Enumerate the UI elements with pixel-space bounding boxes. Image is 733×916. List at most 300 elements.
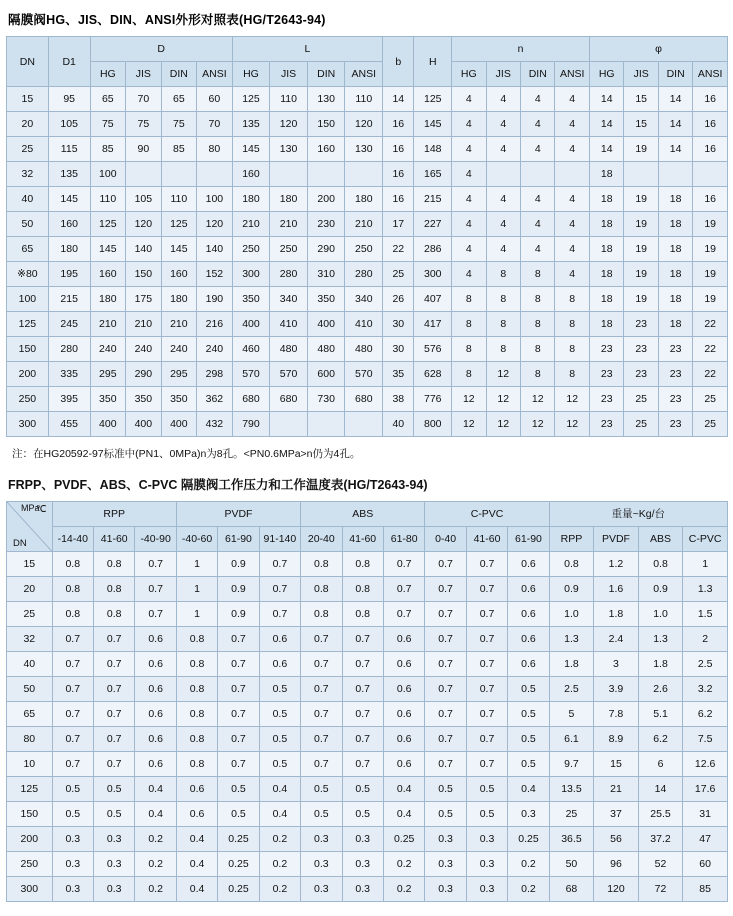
table-cell: 0.7 bbox=[301, 727, 342, 752]
table-cell: 1.3 bbox=[638, 627, 683, 652]
table-cell: 25.5 bbox=[638, 802, 683, 827]
table-cell: 0.7 bbox=[425, 627, 466, 652]
table-cell: 215 bbox=[48, 287, 90, 312]
table-cell: 0.5 bbox=[466, 777, 507, 802]
table-cell: 0.7 bbox=[218, 677, 259, 702]
table-cell: 0.7 bbox=[259, 577, 300, 602]
table-cell: 95 bbox=[48, 87, 90, 112]
table-cell: 210 bbox=[161, 312, 197, 337]
table-cell: 0.3 bbox=[52, 877, 93, 902]
table-cell: 4 bbox=[452, 162, 486, 187]
table-cell: 19 bbox=[624, 262, 658, 287]
row-header-cell: 32 bbox=[7, 162, 49, 187]
table-cell: 250 bbox=[232, 237, 270, 262]
row-header-cell: 125 bbox=[7, 312, 49, 337]
table-cell: 0.7 bbox=[342, 652, 383, 677]
table-cell: 16 bbox=[383, 112, 414, 137]
table-cell: 4 bbox=[555, 112, 590, 137]
table-cell: 4 bbox=[452, 137, 486, 162]
table-row bbox=[7, 237, 728, 262]
table-cell: 47 bbox=[683, 827, 728, 852]
table-cell: 160 bbox=[307, 137, 345, 162]
table-cell: 0.8 bbox=[93, 577, 134, 602]
table-cell: 25 bbox=[693, 412, 728, 437]
table-cell: 340 bbox=[270, 287, 308, 312]
table-cell: 0.6 bbox=[508, 577, 549, 602]
table-cell: 2.5 bbox=[683, 652, 728, 677]
table-cell: 0.5 bbox=[301, 777, 342, 802]
table-cell: 2.5 bbox=[549, 677, 594, 702]
table-cell: 1.3 bbox=[683, 577, 728, 602]
pressure-group-header-row bbox=[7, 502, 728, 527]
table-row bbox=[7, 827, 728, 852]
subheader-cpvc-1: 0-40 bbox=[425, 527, 466, 552]
table-cell: 12 bbox=[486, 362, 520, 387]
table-cell: 0.5 bbox=[508, 677, 549, 702]
table-cell: 4 bbox=[521, 137, 555, 162]
table-cell: 240 bbox=[90, 337, 126, 362]
table-cell: 4 bbox=[555, 237, 590, 262]
header-phi: φ bbox=[589, 37, 727, 62]
table-cell: 0.7 bbox=[466, 727, 507, 752]
table-cell: 135 bbox=[48, 162, 90, 187]
table-cell: 4 bbox=[521, 112, 555, 137]
table-cell: 0.2 bbox=[508, 877, 549, 902]
table-cell: 0.8 bbox=[301, 552, 342, 577]
table-cell: 0.8 bbox=[52, 552, 93, 577]
table-cell: 52 bbox=[638, 852, 683, 877]
table-cell: 60 bbox=[683, 852, 728, 877]
table-cell: 0.7 bbox=[425, 577, 466, 602]
table-cell: 0.25 bbox=[383, 827, 424, 852]
table-cell: 21 bbox=[594, 777, 639, 802]
table-cell: 290 bbox=[307, 237, 345, 262]
table-cell: 0.7 bbox=[93, 752, 134, 777]
table-cell: 3.2 bbox=[683, 677, 728, 702]
dimension-table bbox=[6, 36, 728, 437]
table-cell: 19 bbox=[624, 287, 658, 312]
table-cell bbox=[126, 162, 162, 187]
table-cell: 18 bbox=[658, 187, 692, 212]
table-cell: 0.8 bbox=[52, 602, 93, 627]
table-cell: 210 bbox=[90, 312, 126, 337]
table-cell: 23 bbox=[624, 362, 658, 387]
table-cell: 130 bbox=[345, 137, 383, 162]
table-cell: 0.8 bbox=[176, 727, 217, 752]
table-cell: 0.7 bbox=[259, 602, 300, 627]
table-cell: 18 bbox=[589, 237, 623, 262]
table-cell: 18 bbox=[589, 212, 623, 237]
table-cell: 85 bbox=[683, 877, 728, 902]
table-cell: 298 bbox=[197, 362, 233, 387]
table-cell bbox=[270, 162, 308, 187]
subheader-abs-2: 41-60 bbox=[342, 527, 383, 552]
table-cell: 0.8 bbox=[176, 702, 217, 727]
table-cell: 8 bbox=[486, 312, 520, 337]
row-header-cell: 10 bbox=[7, 752, 53, 777]
subheader-n-jis: JIS bbox=[486, 62, 520, 87]
header-d1: D1 bbox=[48, 37, 90, 87]
table-cell: 0.7 bbox=[425, 552, 466, 577]
subheader-cpvc-3: 61-90 bbox=[508, 527, 549, 552]
subheader-pvdf-1: -40-60 bbox=[176, 527, 217, 552]
table-cell: 0.6 bbox=[135, 677, 176, 702]
table-cell: 0.6 bbox=[508, 602, 549, 627]
table-cell: 90 bbox=[126, 137, 162, 162]
table-cell: 0.5 bbox=[466, 802, 507, 827]
row-header-cell: 200 bbox=[7, 827, 53, 852]
subheader-d-jis: JIS bbox=[126, 62, 162, 87]
table-cell: 215 bbox=[414, 187, 452, 212]
corner-dn-label: DN bbox=[13, 538, 27, 549]
table-cell: 8 bbox=[521, 312, 555, 337]
table-cell: 0.7 bbox=[342, 677, 383, 702]
table-cell: 50 bbox=[549, 852, 594, 877]
table-cell: 110 bbox=[270, 87, 308, 112]
table-cell: 180 bbox=[345, 187, 383, 212]
subheader-phi-din: DIN bbox=[658, 62, 692, 87]
table-cell: 0.3 bbox=[301, 827, 342, 852]
table-cell: 25 bbox=[624, 412, 658, 437]
table-cell: 5 bbox=[549, 702, 594, 727]
table-cell: 0.6 bbox=[176, 777, 217, 802]
table-cell: 4 bbox=[521, 237, 555, 262]
table-cell: 0.5 bbox=[301, 802, 342, 827]
group-header-row bbox=[7, 37, 728, 62]
table-row bbox=[7, 877, 728, 902]
table-cell: 0.7 bbox=[466, 627, 507, 652]
table-cell: 680 bbox=[345, 387, 383, 412]
table-cell: 68 bbox=[549, 877, 594, 902]
table-cell: 25 bbox=[693, 387, 728, 412]
table-cell: 14 bbox=[383, 87, 414, 112]
table-cell: 4 bbox=[452, 187, 486, 212]
table-cell: 120 bbox=[345, 112, 383, 137]
table-cell: 230 bbox=[307, 212, 345, 237]
table-cell: 0.6 bbox=[135, 727, 176, 752]
table-cell: 4 bbox=[486, 237, 520, 262]
table-cell: 0.6 bbox=[383, 652, 424, 677]
table-cell: 22 bbox=[693, 337, 728, 362]
table-cell: 125 bbox=[161, 212, 197, 237]
table-cell: 0.6 bbox=[135, 752, 176, 777]
table-row bbox=[7, 677, 728, 702]
table-cell: 14 bbox=[658, 87, 692, 112]
table-cell: 0.7 bbox=[93, 702, 134, 727]
table-cell: 150 bbox=[126, 262, 162, 287]
table-cell: 0.2 bbox=[135, 852, 176, 877]
table-cell: 14 bbox=[638, 777, 683, 802]
header-abs: ABS bbox=[301, 502, 425, 527]
table-cell: 125 bbox=[90, 212, 126, 237]
table-cell: 340 bbox=[345, 287, 383, 312]
table-cell: 0.3 bbox=[425, 852, 466, 877]
table-cell: 0.6 bbox=[259, 627, 300, 652]
table-cell: 210 bbox=[232, 212, 270, 237]
table-cell: 4 bbox=[452, 212, 486, 237]
table-cell: 14 bbox=[589, 112, 623, 137]
table-cell: 0.7 bbox=[135, 577, 176, 602]
table-cell: 2 bbox=[683, 627, 728, 652]
header-pvdf: PVDF bbox=[176, 502, 300, 527]
subheader-rpp-3: -40-90 bbox=[135, 527, 176, 552]
table-cell: 0.7 bbox=[425, 677, 466, 702]
table-cell: 17 bbox=[383, 212, 414, 237]
table-cell: 0.9 bbox=[549, 577, 594, 602]
table-cell: 480 bbox=[307, 337, 345, 362]
table-cell: 0.3 bbox=[425, 827, 466, 852]
table-cell: 0.7 bbox=[466, 602, 507, 627]
table-cell: 0.7 bbox=[342, 702, 383, 727]
table-cell: 0.3 bbox=[93, 852, 134, 877]
table-cell: 0.7 bbox=[342, 752, 383, 777]
table-cell: 0.4 bbox=[259, 777, 300, 802]
table-cell bbox=[307, 162, 345, 187]
table-cell: 0.8 bbox=[176, 677, 217, 702]
table-cell: 23 bbox=[624, 337, 658, 362]
table-row bbox=[7, 137, 728, 162]
table-cell: 4 bbox=[452, 87, 486, 112]
table-row bbox=[7, 212, 728, 237]
subheader-pvdf-3: 91-140 bbox=[259, 527, 300, 552]
table-cell: 22 bbox=[383, 237, 414, 262]
row-header-cell: 50 bbox=[7, 212, 49, 237]
table-cell: 19 bbox=[693, 212, 728, 237]
table-cell: 148 bbox=[414, 137, 452, 162]
table-cell: 120 bbox=[594, 877, 639, 902]
table-cell: 175 bbox=[126, 287, 162, 312]
table-cell: 25 bbox=[383, 262, 414, 287]
table-row bbox=[7, 727, 728, 752]
table-cell: 410 bbox=[345, 312, 383, 337]
table-cell: 0.25 bbox=[508, 827, 549, 852]
table-cell: 26 bbox=[383, 287, 414, 312]
table-cell: 0.3 bbox=[93, 877, 134, 902]
row-header-cell: 200 bbox=[7, 362, 49, 387]
table-cell: 0.6 bbox=[176, 802, 217, 827]
table-cell: 8 bbox=[486, 337, 520, 362]
row-header-cell: 300 bbox=[7, 877, 53, 902]
table-cell: 0.6 bbox=[135, 627, 176, 652]
table-cell: 1.2 bbox=[594, 552, 639, 577]
table-cell: 680 bbox=[232, 387, 270, 412]
table-cell: 0.7 bbox=[425, 752, 466, 777]
table-cell: 4 bbox=[486, 137, 520, 162]
table-cell: 0.5 bbox=[508, 727, 549, 752]
table-row bbox=[7, 312, 728, 337]
table-cell: 0.7 bbox=[342, 727, 383, 752]
table-cell: 3 bbox=[594, 652, 639, 677]
table-cell: 8 bbox=[452, 337, 486, 362]
table-cell: 628 bbox=[414, 362, 452, 387]
page-title-1: 隔膜阀HG、JIS、DIN、ANSI外形对照表(HG/T2643-94) bbox=[8, 13, 326, 27]
table-cell: 0.7 bbox=[301, 752, 342, 777]
table-cell: 0.2 bbox=[383, 852, 424, 877]
table-cell: 0.5 bbox=[218, 777, 259, 802]
table-cell: 16 bbox=[383, 162, 414, 187]
table-cell: 14 bbox=[658, 112, 692, 137]
table-cell: 0.6 bbox=[135, 702, 176, 727]
table-row bbox=[7, 702, 728, 727]
table-cell: 0.8 bbox=[176, 627, 217, 652]
table-cell: 0.7 bbox=[301, 702, 342, 727]
row-header-cell: 15 bbox=[7, 552, 53, 577]
table-cell: 300 bbox=[232, 262, 270, 287]
table-cell: 4 bbox=[555, 187, 590, 212]
table-cell: 18 bbox=[658, 262, 692, 287]
table-cell: 240 bbox=[197, 337, 233, 362]
table-cell: 0.7 bbox=[218, 627, 259, 652]
table-cell: 60 bbox=[197, 87, 233, 112]
subheader-d-hg: HG bbox=[90, 62, 126, 87]
table-cell: 12 bbox=[555, 412, 590, 437]
table-cell bbox=[624, 162, 658, 187]
table-cell: 0.3 bbox=[342, 877, 383, 902]
table-cell: 0.5 bbox=[259, 752, 300, 777]
table-cell: 150 bbox=[307, 112, 345, 137]
table-cell: 300 bbox=[414, 262, 452, 287]
table-cell: 180 bbox=[90, 287, 126, 312]
table-cell: 0.7 bbox=[52, 702, 93, 727]
subheader-weight-rpp: RPP bbox=[549, 527, 594, 552]
subheader-abs-1: 20-40 bbox=[301, 527, 342, 552]
table-cell: 0.3 bbox=[52, 852, 93, 877]
sub-header-row bbox=[7, 62, 728, 87]
table-cell: 4 bbox=[555, 262, 590, 287]
table-cell bbox=[161, 162, 197, 187]
table-cell: 0.5 bbox=[93, 802, 134, 827]
table-cell: 280 bbox=[48, 337, 90, 362]
table-cell: 776 bbox=[414, 387, 452, 412]
table-cell: 37.2 bbox=[638, 827, 683, 852]
table-cell: 0.2 bbox=[135, 877, 176, 902]
table-cell: 0.7 bbox=[52, 677, 93, 702]
subheader-l-ansi: ANSI bbox=[345, 62, 383, 87]
table-cell: 0.3 bbox=[301, 877, 342, 902]
table-cell: 6.2 bbox=[683, 702, 728, 727]
table-cell: 14 bbox=[658, 137, 692, 162]
table-cell: 14 bbox=[589, 87, 623, 112]
table-row bbox=[7, 852, 728, 877]
table-cell: 72 bbox=[638, 877, 683, 902]
subheader-l-din: DIN bbox=[307, 62, 345, 87]
table-cell: 180 bbox=[270, 187, 308, 212]
table-cell: 570 bbox=[232, 362, 270, 387]
table-cell: 0.7 bbox=[301, 652, 342, 677]
table-cell: 140 bbox=[197, 237, 233, 262]
table-cell: 290 bbox=[126, 362, 162, 387]
table-cell bbox=[555, 162, 590, 187]
table-row bbox=[7, 802, 728, 827]
table-cell: 70 bbox=[197, 112, 233, 137]
table-cell: 18 bbox=[658, 312, 692, 337]
table-cell: 31 bbox=[683, 802, 728, 827]
table-cell: 0.6 bbox=[508, 652, 549, 677]
table-cell: 8 bbox=[521, 287, 555, 312]
table-cell: 16 bbox=[383, 187, 414, 212]
table-cell: 0.2 bbox=[508, 852, 549, 877]
table-cell: 570 bbox=[270, 362, 308, 387]
table-cell: 0.7 bbox=[301, 677, 342, 702]
table-row bbox=[7, 577, 728, 602]
table-row bbox=[7, 652, 728, 677]
table-cell: 295 bbox=[161, 362, 197, 387]
table-cell: 1 bbox=[176, 602, 217, 627]
table-cell: 210 bbox=[345, 212, 383, 237]
table-cell: 7.5 bbox=[683, 727, 728, 752]
table-cell: 3.9 bbox=[594, 677, 639, 702]
table-cell: 23 bbox=[624, 312, 658, 337]
table-cell: 18 bbox=[658, 287, 692, 312]
table-cell: 130 bbox=[270, 137, 308, 162]
table-cell: 0.7 bbox=[218, 702, 259, 727]
table-cell: 0.5 bbox=[259, 702, 300, 727]
table-cell bbox=[693, 162, 728, 187]
table-cell: 35 bbox=[383, 362, 414, 387]
table-cell: 0.3 bbox=[93, 827, 134, 852]
table-cell: 56 bbox=[594, 827, 639, 852]
table-cell: 4 bbox=[486, 112, 520, 137]
table-cell: 4 bbox=[521, 187, 555, 212]
row-header-cell: 50 bbox=[7, 677, 53, 702]
table-cell bbox=[521, 162, 555, 187]
table-cell: 1.8 bbox=[549, 652, 594, 677]
table-cell: 0.5 bbox=[52, 802, 93, 827]
dimension-table-body bbox=[7, 87, 728, 437]
table-row bbox=[7, 552, 728, 577]
table-cell: 2.6 bbox=[638, 677, 683, 702]
table-cell: 8.9 bbox=[594, 727, 639, 752]
subheader-weight-cpvc: C-PVC bbox=[683, 527, 728, 552]
table-cell: 12 bbox=[486, 387, 520, 412]
table-cell: 19 bbox=[624, 187, 658, 212]
table-cell: 19 bbox=[693, 237, 728, 262]
subheader-phi-ansi: ANSI bbox=[693, 62, 728, 87]
table-cell: 250 bbox=[270, 237, 308, 262]
table-cell: 85 bbox=[90, 137, 126, 162]
table-cell: 432 bbox=[197, 412, 233, 437]
table-cell: 6.2 bbox=[638, 727, 683, 752]
table-cell: 135 bbox=[232, 112, 270, 137]
table-cell: 0.7 bbox=[342, 627, 383, 652]
table-cell: 100 bbox=[90, 162, 126, 187]
table-cell: 145 bbox=[414, 112, 452, 137]
row-header-cell: 125 bbox=[7, 777, 53, 802]
pressure-table-body bbox=[7, 552, 728, 902]
table-cell: 0.8 bbox=[549, 552, 594, 577]
row-header-cell: 20 bbox=[7, 577, 53, 602]
table-cell: 16 bbox=[383, 137, 414, 162]
table-cell: 16 bbox=[693, 87, 728, 112]
table-cell: 16 bbox=[693, 187, 728, 212]
table-cell: 25 bbox=[549, 802, 594, 827]
table-cell: 8 bbox=[555, 362, 590, 387]
table-cell: 0.9 bbox=[218, 577, 259, 602]
table-cell: 0.8 bbox=[342, 577, 383, 602]
table-cell: 350 bbox=[90, 387, 126, 412]
table-cell: 165 bbox=[414, 162, 452, 187]
table-cell: 4 bbox=[555, 212, 590, 237]
table-cell: 460 bbox=[232, 337, 270, 362]
row-header-cell: 25 bbox=[7, 602, 53, 627]
table-row bbox=[7, 752, 728, 777]
table-cell: 8 bbox=[555, 287, 590, 312]
table-cell: 12 bbox=[521, 387, 555, 412]
table-cell: 120 bbox=[197, 212, 233, 237]
table-cell: 4 bbox=[486, 212, 520, 237]
table-cell: 1.0 bbox=[549, 602, 594, 627]
table-row bbox=[7, 362, 728, 387]
